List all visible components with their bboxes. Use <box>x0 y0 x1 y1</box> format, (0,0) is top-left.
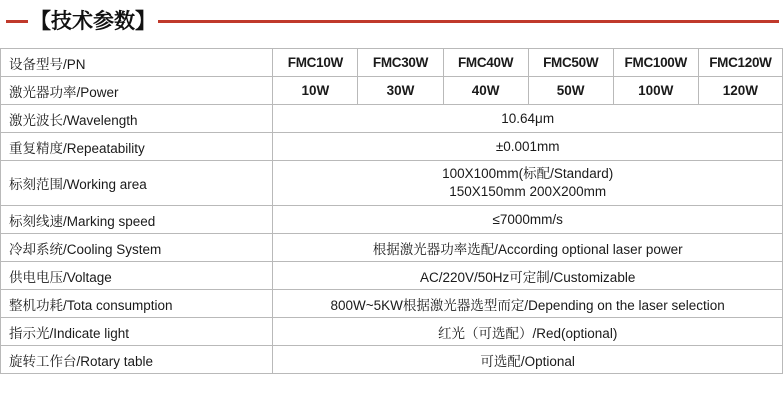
row-label: 重复精度/Repeatability <box>1 133 273 161</box>
row-label-power: 激光器功率/Power <box>1 77 273 105</box>
model-cell-5: FMC100W <box>613 49 698 77</box>
row-label-model: 设备型号/PN <box>1 49 273 77</box>
row-value: AC/220V/50Hz可定制/Customizable <box>273 262 783 290</box>
page-title: 【技术参数】 <box>30 9 156 33</box>
power-cell-3: 40W <box>443 77 528 105</box>
row-label: 供电电压/Voltage <box>1 262 273 290</box>
row-value-line-1: 100X100mm(标配/Standard) <box>442 165 614 181</box>
table-row <box>1 161 783 206</box>
row-label: 指示光/Indicate light <box>1 318 273 346</box>
row-value: 红光（可选配）/Red(optional) <box>273 318 783 346</box>
table-row <box>1 262 783 290</box>
model-cell-1: FMC10W <box>273 49 358 77</box>
model-cell-3: FMC40W <box>443 49 528 77</box>
row-label: 整机功耗/Tota consumption <box>1 290 273 318</box>
table-row <box>1 318 783 346</box>
row-label: 旋转工作台/Rotary table <box>1 346 273 374</box>
row-value <box>273 161 783 206</box>
row-label: 标刻范围/Working area <box>1 161 273 206</box>
table-row <box>1 290 783 318</box>
model-cell-6: FMC120W <box>698 49 782 77</box>
header-accent-bar-right <box>158 20 779 23</box>
table-row <box>1 133 783 161</box>
header-accent-bar-left <box>6 20 28 23</box>
row-value: ≤7000mm/s <box>273 206 783 234</box>
model-cell-2: FMC30W <box>358 49 443 77</box>
table-row-power <box>1 77 783 105</box>
row-label: 标刻线速/Marking speed <box>1 206 273 234</box>
model-cell-4: FMC50W <box>528 49 613 77</box>
row-label: 激光波长/Wavelength <box>1 105 273 133</box>
row-value: ±0.001mm <box>273 133 783 161</box>
table-row <box>1 234 783 262</box>
row-value: 根据激光器功率选配/According optional laser power <box>273 234 783 262</box>
table-row-model <box>1 49 783 77</box>
row-value: 10.64μm <box>273 105 783 133</box>
section-header <box>0 0 783 34</box>
power-cell-2: 30W <box>358 77 443 105</box>
power-cell-4: 50W <box>528 77 613 105</box>
row-value: 800W~5KW根据激光器选型而定/Depending on the laser selection <box>273 290 783 318</box>
row-value-line-2: 150X150mm 200X200mm <box>449 184 607 199</box>
technical-parameters-table <box>0 48 783 374</box>
row-label: 冷却系统/Cooling System <box>1 234 273 262</box>
power-cell-5: 100W <box>613 77 698 105</box>
power-cell-1: 10W <box>273 77 358 105</box>
table-row <box>1 105 783 133</box>
row-value: 可选配/Optional <box>273 346 783 374</box>
table-row <box>1 346 783 374</box>
power-cell-6: 120W <box>698 77 782 105</box>
table-row <box>1 206 783 234</box>
